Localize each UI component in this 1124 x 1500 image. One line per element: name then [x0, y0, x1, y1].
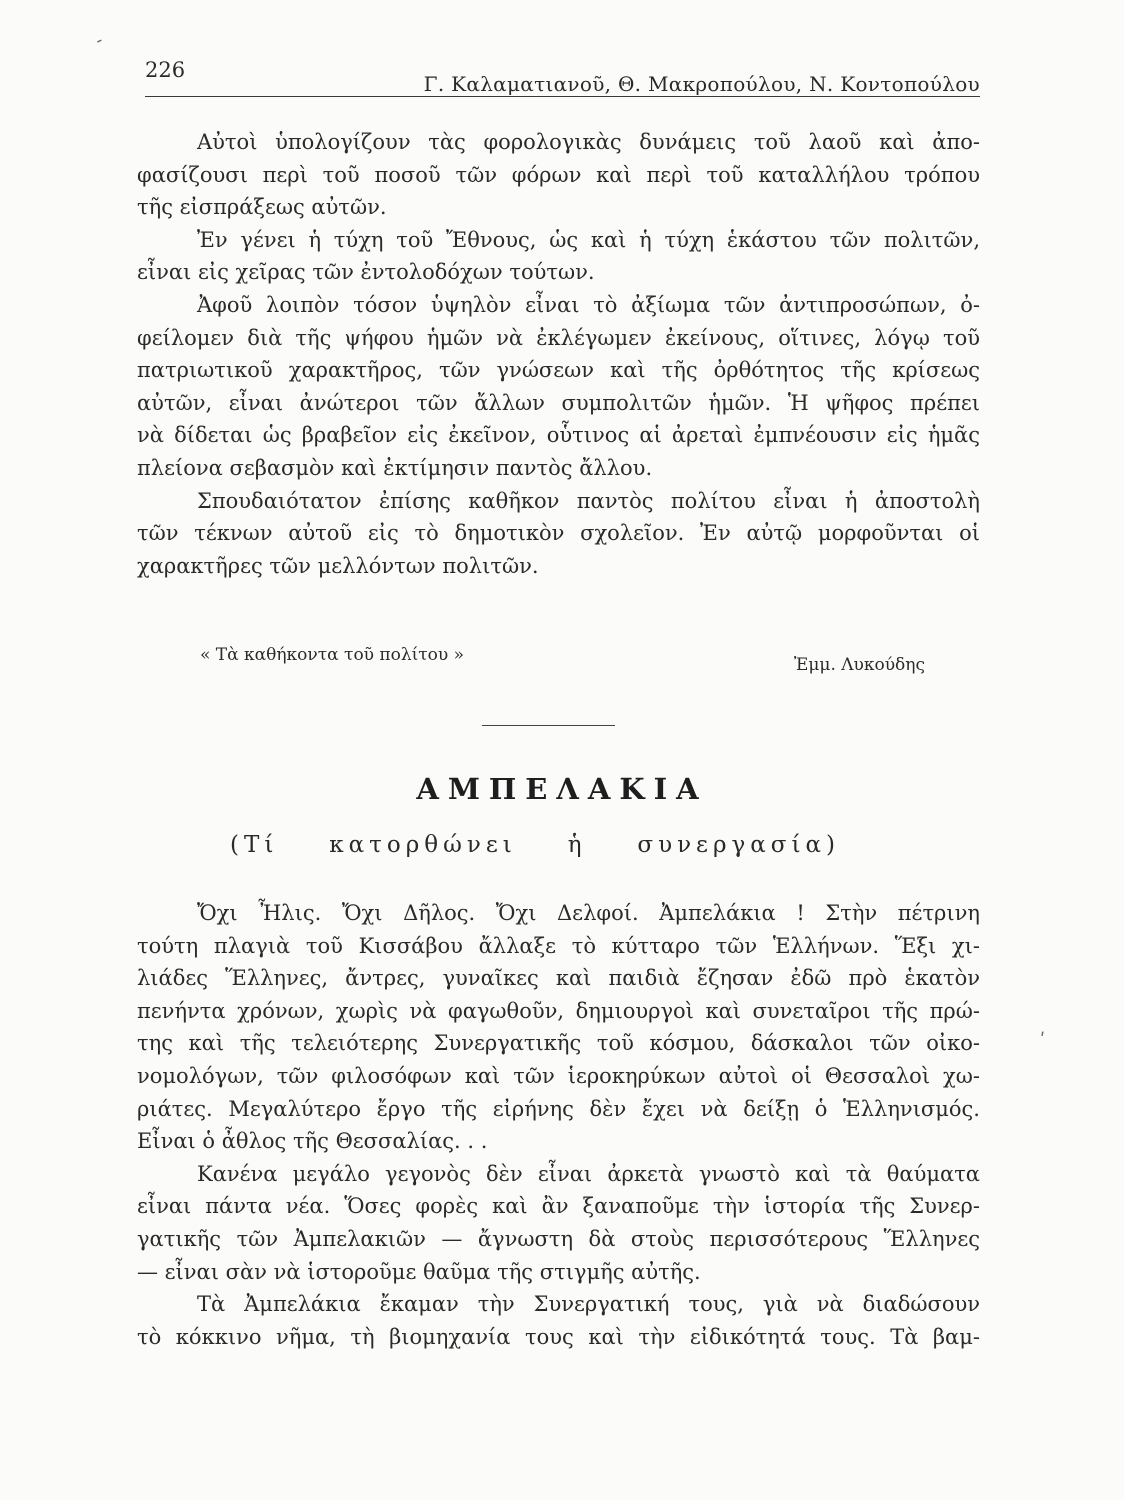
paragraph — [137, 485, 980, 583]
running-head: Γ. Καλαματιανοῦ, Θ. Μακροπούλου, Ν. Κοντοπούλου — [423, 72, 980, 96]
text-line: χαρακτῆρες τῶν μελλόντων πολιτῶν. — [137, 553, 539, 578]
text-line: Ἐν γένει ἡ τύχη τοῦ Ἔθνους, ὡς καὶ ἡ τύχη ἑκάστου τῶν πολιτῶν, — [197, 227, 980, 252]
section-subtitle: (Τί κατορθώνει ἡ συνεργασία) — [230, 832, 840, 858]
text-line: φασίζουσι περὶ τοῦ ποσοῦ τῶν φόρων καὶ περὶ τοῦ καταλλήλου τρόπου — [137, 162, 980, 187]
source-title: « Τὰ καθήκοντα τοῦ πολίτου » — [200, 645, 465, 665]
text-line: τῶν τέκνων αὐτοῦ εἰς τὸ δημοτικὸν σχολεῖον. Ἐν αὐτῷ μορφοῦνται οἱ — [137, 521, 980, 546]
text-line: Σπουδαιότατον ἐπίσης καθῆκον παντὸς πολίτου εἶναι ἡ ἀποστολὴ — [197, 488, 980, 513]
source-author: Ἐμμ. Λυκούδης — [793, 655, 925, 675]
paragraph — [137, 224, 980, 289]
text-line: πενήντα χρόνων, χωρὶς νὰ φαγωθοῦν, δημιουργοὶ καὶ συνεταῖροι τῆς πρώ- — [137, 998, 980, 1023]
text-line: τὸ κόκκινο νῆμα, τὴ βιομηχανία τους καὶ τὴν εἰδικότητά τους. Τὰ βαμ- — [137, 1324, 980, 1349]
text-line: Κανένα μεγάλο γεγονὸς δὲν εἶναι ἀρκετὰ γνωστὸ καὶ τὰ θαύματα — [197, 1161, 980, 1186]
text-line: Τὰ Ἀμπελάκια ἔκαμαν τὴν Συνεργατική τους, γιὰ νὰ διαδώσουν — [197, 1292, 980, 1317]
text-line: ριάτες. Μεγαλύτερο ἔργο τῆς εἰρήνης δὲν ἔχει νὰ δείξῃ ὁ Ἑλληνισμός. — [137, 1096, 980, 1121]
text-line: νὰ δίδεται ὡς βραβεῖον εἰς ἐκεῖνον, οὗτινος αἱ ἀρεταὶ ἐμπνέουσιν εἰς ἡμᾶς — [137, 423, 980, 448]
paragraph — [137, 289, 980, 485]
text-line: Εἶναι ὁ ἆθλος τῆς Θεσσαλίας. . . — [137, 1129, 488, 1154]
section-title: ΑΜΠΕΛΑΚΙΑ — [416, 772, 708, 806]
text-line: Αὐτοὶ ὑπολογίζουν τὰς φορολογικὰς δυνάμεις τοῦ λαοῦ καὶ ἀπο- — [197, 130, 980, 154]
text-line: γατικῆς τῶν Ἀμπελακιῶν — ἄγνωστη δὰ στοὺς περισσότερους Ἕλληνες — [137, 1226, 980, 1251]
page-header — [145, 58, 980, 97]
text-line: τούτη πλαγιὰ τοῦ Κισσάβου ἄλλαξε τὸ κύτταρο τῶν Ἑλλήνων. Ἕξι χι- — [137, 933, 980, 958]
text-line: αὐτῶν, εἶναι ἀνώτεροι τῶν ἄλλων συμπολιτῶν ἡμῶν. Ἡ ψῆφος πρέπει — [137, 390, 980, 415]
text-line: πατριωτικοῦ χαρακτῆρος, τῶν γνώσεων καὶ τῆς ὀρθότητος τῆς κρίσεως — [137, 358, 980, 383]
section-divider — [482, 725, 615, 726]
paragraph — [137, 126, 980, 224]
scan-mark: ‐ — [91, 29, 107, 52]
text-line: εἶναι πάντα νέα. Ὅσες φορὲς καὶ ἂν ξαναποῦμε τὴν ἱστορία τῆς Συνερ- — [137, 1194, 980, 1219]
text-line: λιάδες Ἕλληνες, ἄντρες, γυναῖκες καὶ παιδιὰ ἔζησαν ἐδῶ πρὸ ἑκατὸν — [137, 966, 980, 991]
text-line: φείλομεν διὰ τῆς ψήφου ἡμῶν νὰ ἐκλέγωμεν ἐκείνους, οἵτινες, λόγῳ τοῦ — [137, 325, 980, 350]
text-line: τῆς εἰσπράξεως αὐτῶν. — [137, 195, 387, 220]
paragraph — [137, 1288, 980, 1353]
text-block-part2 — [137, 897, 980, 1353]
text-line: της καὶ τῆς τελειότερης Συνεργατικῆς τοῦ κόσμου, δάσκαλοι τῶν οἰκο- — [137, 1031, 980, 1056]
text-line: Ὄχι Ἦλις. Ὄχι Δῆλος. Ὄχι Δελφοί. Ἀμπελάκια ! Στὴν πέτρινη — [197, 901, 980, 925]
text-line: εἶναι εἰς χεῖρας τῶν ἐντολοδόχων τούτων. — [137, 260, 595, 285]
scan-mark: ʹ — [1040, 1030, 1046, 1051]
page-number: 226 — [145, 58, 186, 82]
text-line: Ἀφοῦ λοιπὸν τόσον ὑψηλὸν εἶναι τὸ ἀξίωμα τῶν ἀντιπροσώπων, ὀ- — [197, 292, 980, 317]
paragraph — [137, 1158, 980, 1288]
paragraph — [137, 897, 980, 1158]
text-line: πλείονα σεβασμὸν καὶ ἐκτίμησιν παντὸς ἄλλου. — [137, 455, 653, 480]
text-line: νομολόγων, τῶν φιλοσόφων καὶ τῶν ἱεροκηρύκων αὐτοὶ οἱ Θεσσαλοὶ χω- — [137, 1063, 980, 1088]
text-block-part1 — [137, 126, 980, 582]
text-line: — εἶναι σὰν νὰ ἱστοροῦμε θαῦμα τῆς στιγμῆς αὐτῆς. — [137, 1259, 701, 1284]
